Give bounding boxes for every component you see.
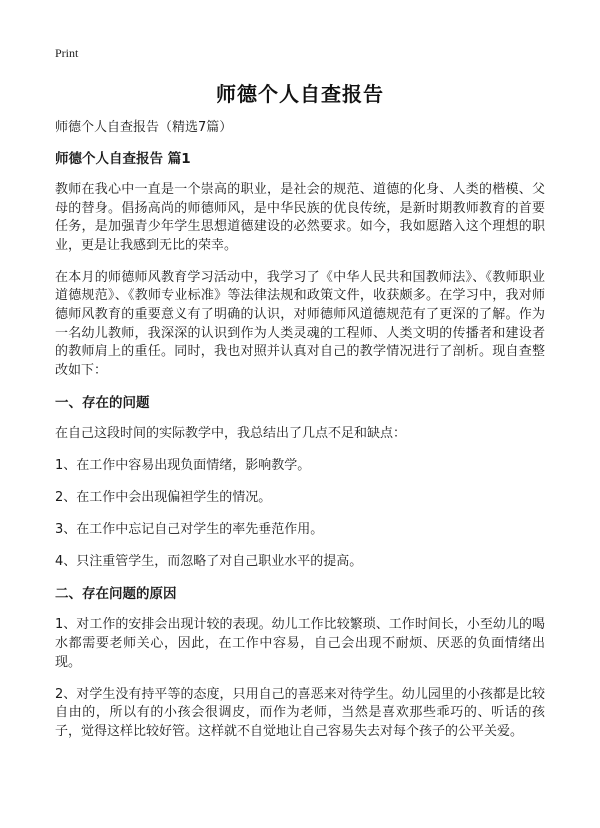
- document-body: [55, 119, 545, 755]
- section-heading-causes: 二、存在问题的原因: [55, 586, 177, 603]
- intro-paragraph: 在本月的师德师风教育学习活动中，我学习了《中华人民共和国教师法》、《教师职业道德规范》、《教师专业标准》等法律法规和政策文件，收获颇多。在学习中，我对师德师风教育的重要意义有了明确的认识，对师德师风道德规范有了更深的了解。作为一名幼儿教师，我深深的认识到作为人类灵魂的工程师、人类文明的传播者和建设者的教师肩上的重任。同时，我也对照并认真对自己的教学情况进行了剖析。现自查整改如下：: [55, 269, 545, 378]
- cause-paragraph: 2、对学生没有持平等的态度，只用自己的喜恶来对待学生。幼儿园里的小孩都是比较自由的，所以有的小孩会很调皮，而作为老师，当然是喜欢那些乖巧的、听话的孩子，觉得这样比较好管。这样就不自觉地让自己容易失去对每个孩子的公平关爱。: [55, 686, 545, 739]
- list-item: 1、在工作中容易出现负面情绪，影响教学。: [55, 458, 311, 474]
- cause-paragraph: 1、对工作的安排会出现计较的表现。幼儿工作比较繁琐、工作时间长，小至幼儿的喝水都需要老师关心，因此，在工作中容易，自己会出现不耐烦、厌恶的负面情绪出现。: [55, 617, 545, 670]
- section-intro: 在自己这段时间的实际教学中，我总结出了几点不足和缺点：: [55, 425, 407, 441]
- list-item: 4、只注重管学生，而忽略了对自己职业水平的提高。: [55, 554, 363, 570]
- list-item: 3、在工作中忘记自己对学生的率先垂范作用。: [55, 522, 324, 538]
- document-title: 师德个人自查报告: [216, 82, 384, 106]
- print-label: Print: [55, 46, 79, 60]
- list-item: 2、在工作中会出现偏袒学生的情况。: [55, 490, 272, 506]
- document-subtitle: 师德个人自查报告（精选7篇）: [55, 120, 233, 135]
- section-heading-problems: 一、存在的问题: [55, 394, 150, 411]
- article-heading: 师德个人自查报告 篇1: [55, 151, 191, 167]
- intro-paragraph: 教师在我心中一直是一个崇高的职业，是社会的规范、道德的化身、人类的楷模、父母的替身。倡扬高尚的师德师风，是中华民族的优良传统，是新时期教师教育的首要任务，是加强青少年学生思想道德建设的必然要求。如今，我如愿踏入这个理想的职业，更是让我感到无比的荣幸。: [55, 182, 545, 253]
